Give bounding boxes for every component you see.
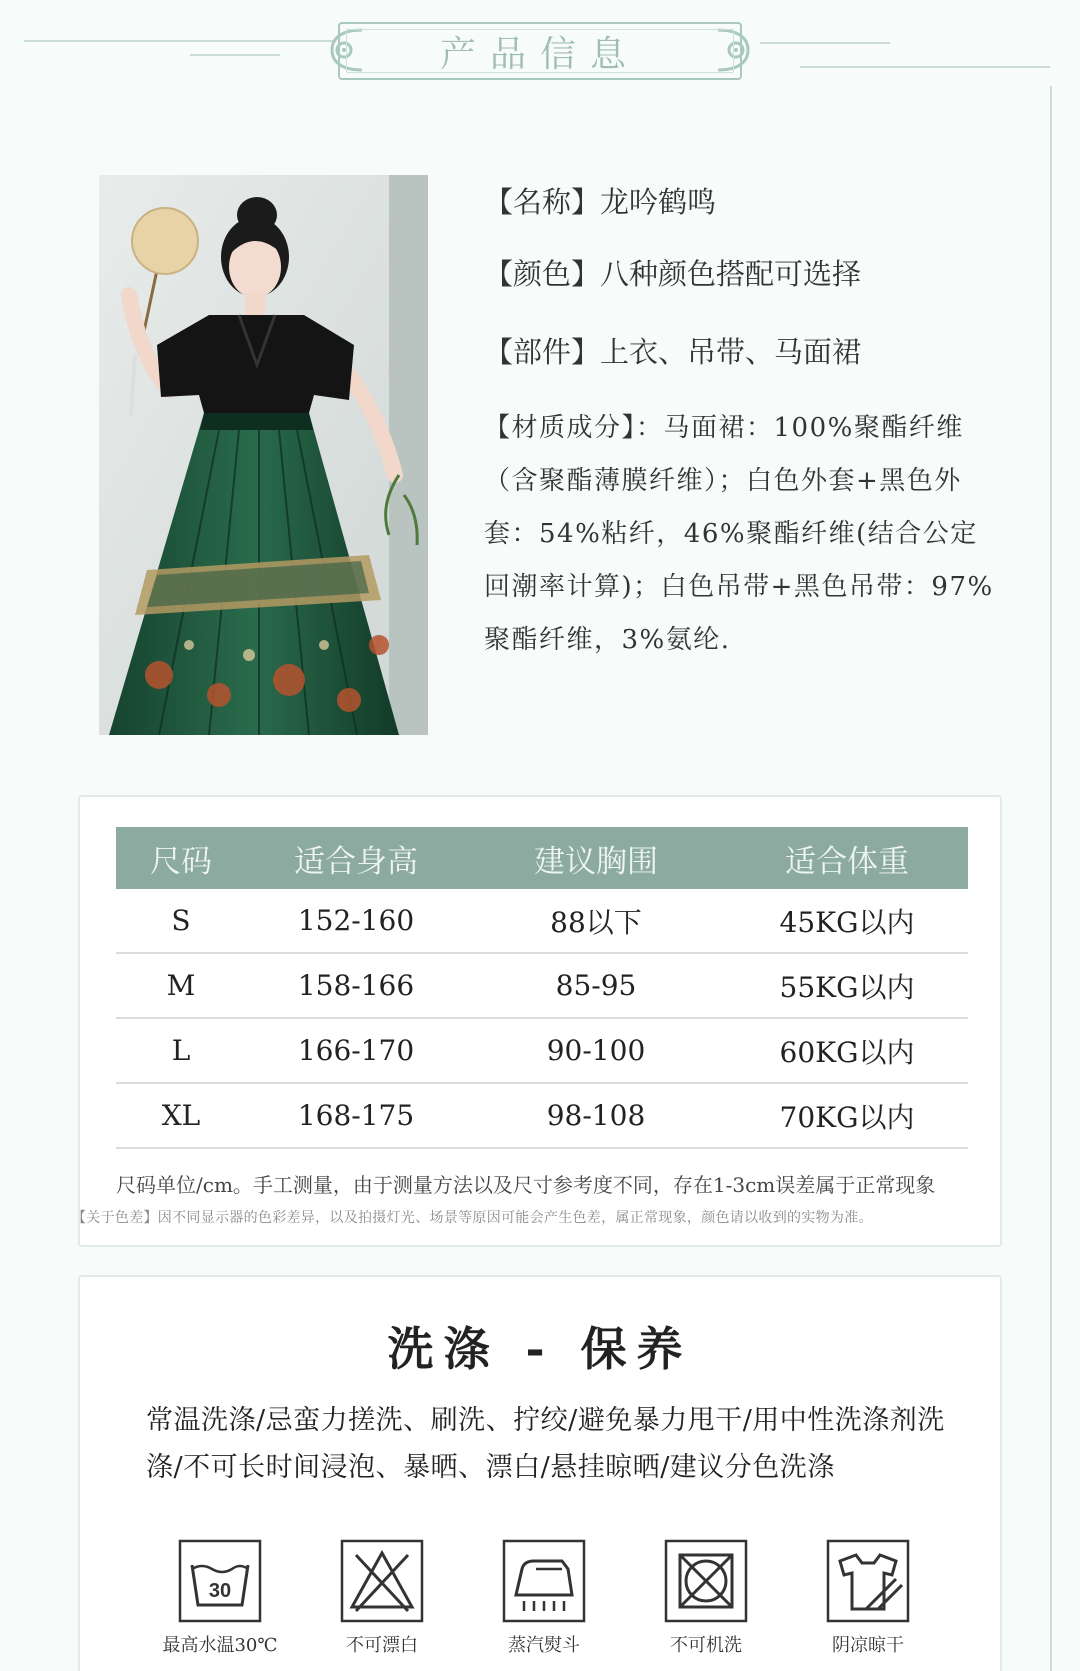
wash-temperature: 30 [208,1580,232,1602]
wash-30-icon [178,1539,262,1623]
product-color: 【颜色】八种颜色搭配可选择 [484,257,862,291]
page-border-right [1050,86,1052,1671]
product-photo [99,175,428,735]
size-note: 尺码单位/cm。手工测量，由于测量方法以及尺寸参考度不同，存在1-3cm误差属于正常现象 [116,1173,936,1197]
care-label: 蒸汽熨斗 [508,1635,580,1656]
cell-bust: 85-95 [555,969,637,1002]
care-item [808,1539,928,1657]
product-parts: 【部件】上衣、吊带、马面裙 [484,335,862,369]
cell-height: 158-166 [297,969,415,1002]
care-item [160,1539,280,1657]
cell-size: XL [161,1099,201,1132]
table-row [116,954,968,1019]
cell-height: 152-160 [297,904,415,937]
cell-size: L [171,1034,191,1067]
care-label: 不可机洗 [670,1635,742,1656]
header-size: 尺码 [150,843,212,880]
steam-iron-icon [502,1539,586,1623]
header-height: 适合身高 [294,843,418,880]
header-bust: 建议胸围 [534,843,658,880]
header-banner [338,22,742,80]
color-difference-note: 【关于色差】因不同显示器的色彩差异，以及拍摄灯光、场景等原因可能会产生色差，属正常现象，颜色请以收到的实物为准。 [72,1210,873,1226]
cell-height: 168-175 [297,1099,415,1132]
no-bleach-icon [340,1539,424,1623]
care-item [484,1539,604,1657]
product-material: 【材质成分】：马面裙：100%聚酯纤维（含聚酯薄膜纤维）；白色外套+黑色外套：54%粘纤，46%聚酯纤维(结合公定回潮率计算)；白色吊带+黑色吊带：97%聚酯纤维，3%氨纶. [484,413,994,655]
table-row [116,1084,968,1149]
care-label: 不可漂白 [346,1635,418,1656]
size-table [116,827,968,1149]
cell-bust: 88以下 [550,905,642,939]
cell-bust: 98-108 [546,1099,646,1132]
header-line-right [760,42,890,44]
cell-weight: 70KG以内 [779,1100,915,1134]
care-card [78,1275,1002,1671]
cell-height: 166-170 [297,1034,415,1067]
table-row [116,889,968,954]
header-line-left-lower [190,54,280,56]
cell-weight: 60KG以内 [779,1035,915,1069]
header-weight: 适合体重 [785,843,909,880]
cell-bust: 90-100 [546,1034,646,1067]
size-chart-card [72,795,1002,1247]
product-name: 【名称】龙吟鹤鸣 [484,185,717,219]
care-instructions: 常温洗涤/忌蛮力搓洗、刷洗、拧绞/避免暴力甩干/用中性洗涤剂洗涤/不可长时间浸泡、暴晒、漂白/悬挂晾晒/建议分色洗涤 [146,1405,945,1483]
care-label: 最高水温30℃ [162,1635,278,1656]
header-line-left [24,40,336,42]
header-line-right-lower [800,66,1050,68]
shade-dry-icon [826,1539,910,1623]
cell-weight: 55KG以内 [779,970,915,1004]
no-machine-wash-icon [664,1539,748,1623]
care-label: 阴凉晾干 [832,1635,904,1656]
page-title: 产品信息 [439,33,640,75]
cell-size: S [171,904,191,937]
care-title: 洗涤 - 保养 [387,1322,693,1376]
care-item [322,1539,442,1657]
cell-size: M [166,969,196,1002]
cell-weight: 45KG以内 [779,905,915,939]
table-row [116,1019,968,1084]
care-icons [160,1539,920,1671]
care-item [646,1539,766,1657]
size-table-header [116,827,968,889]
